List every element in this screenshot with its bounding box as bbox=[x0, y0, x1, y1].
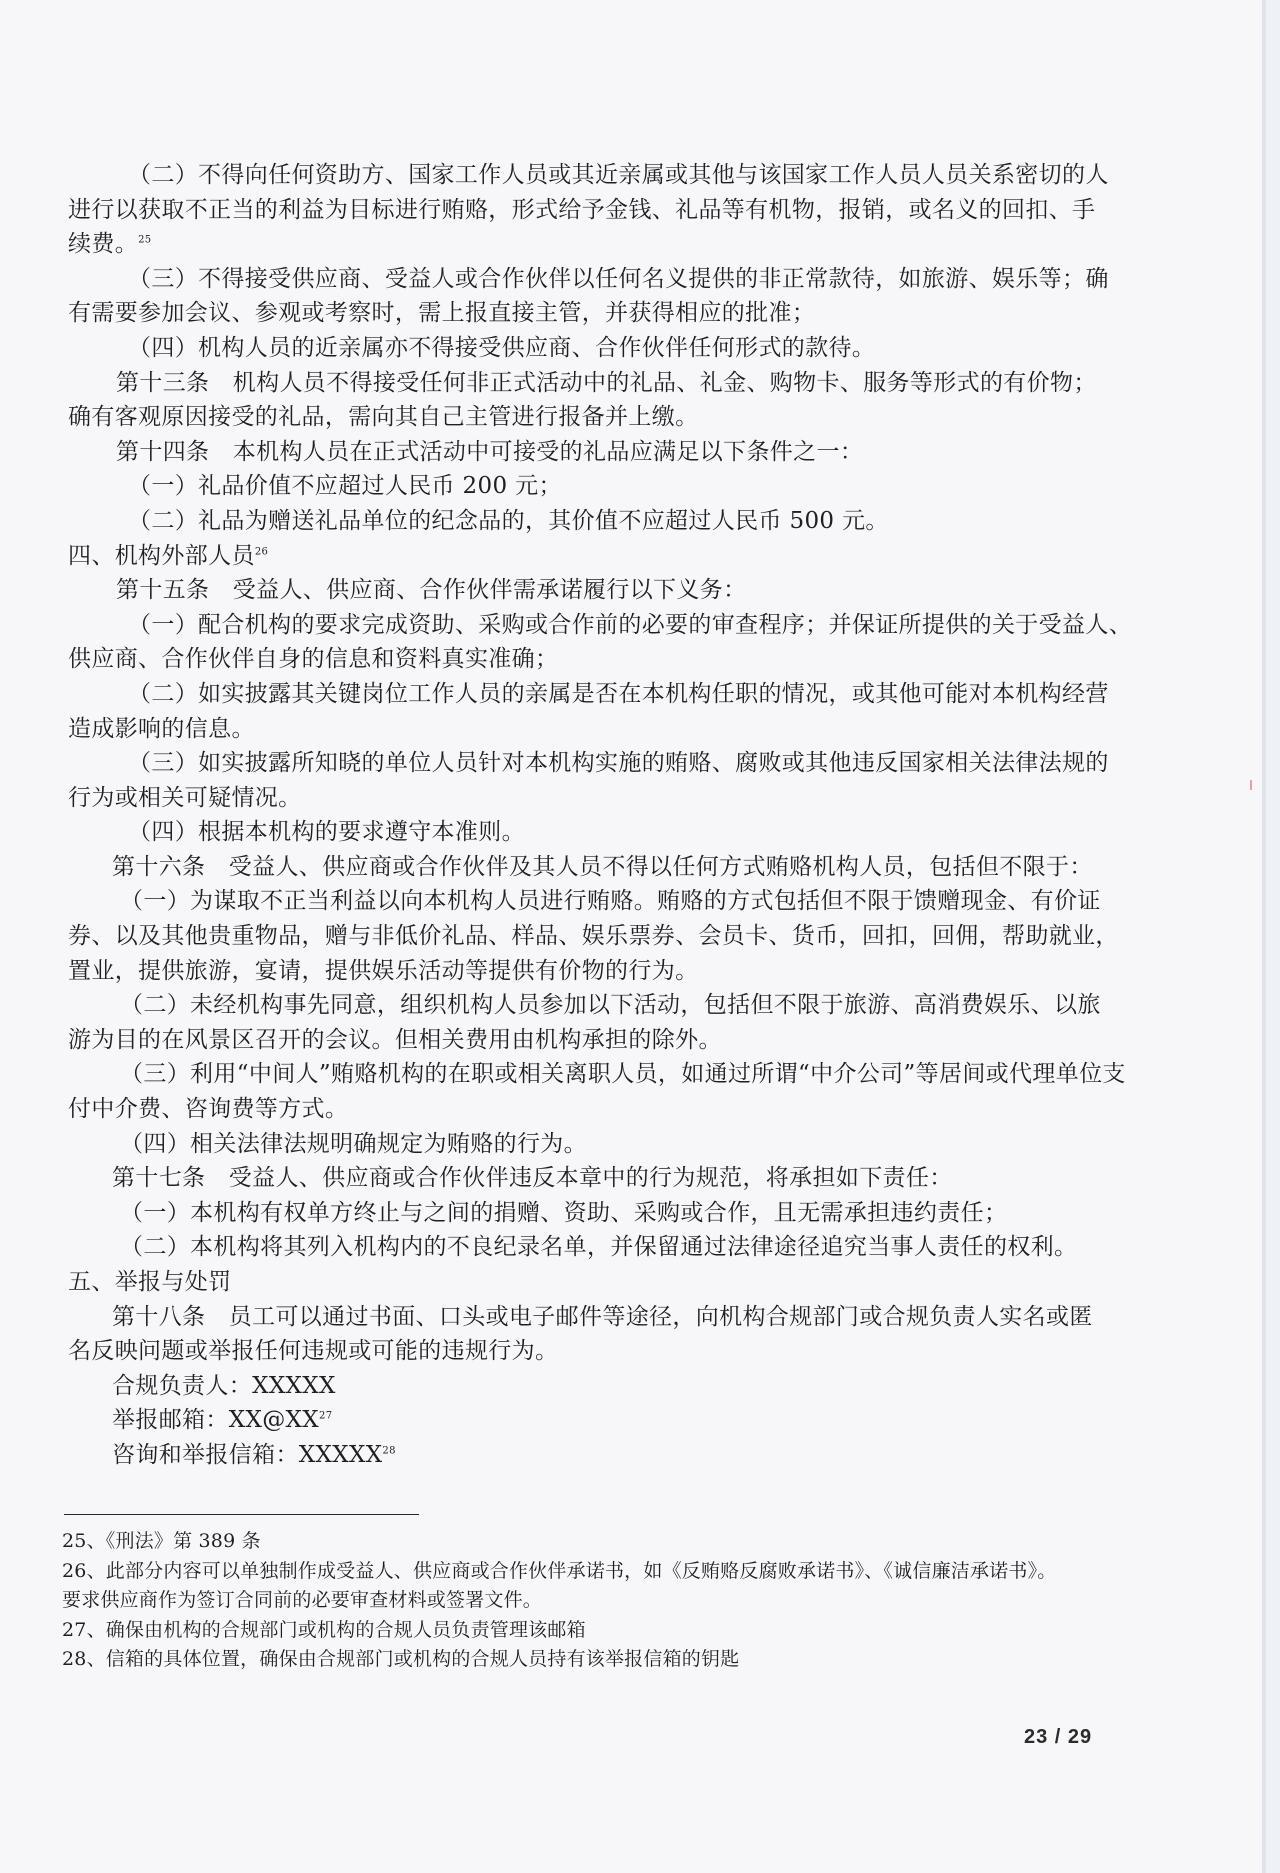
text-line bbox=[68, 1127, 1118, 1162]
text-line bbox=[68, 815, 1118, 850]
text-line-content: （三）不得接受供应商、受益人或合作伙伴以任何名义提供的非正常款待，如旅游、娱乐等；确 bbox=[128, 265, 1109, 292]
footnote-ref: 26 bbox=[254, 545, 269, 557]
text-line-content: （二）如实披露其关键岗位工作人员的亲属是否在本机构任职的情况，或其他可能对本机构经营 bbox=[128, 680, 1109, 707]
text-line bbox=[68, 954, 1118, 989]
text-line bbox=[68, 1230, 1118, 1265]
footnote-ref: 27 bbox=[319, 1410, 333, 1422]
footnote: 26、此部分内容可以单独制作成受益人、供应商或合作伙伴承诺书，如《反贿赂反腐败承诺书》、《诚信廉洁承诺书》。 bbox=[62, 1559, 1057, 1582]
text-line-content: 行为或相关可疑情况。 bbox=[68, 784, 302, 811]
text-line bbox=[68, 919, 1118, 954]
text-line bbox=[68, 400, 1118, 435]
text-line-content: （三）如实披露所知晓的单位人员针对本机构实施的贿赂、腐败或其他违反国家相关法律法规的 bbox=[128, 750, 1109, 777]
text-line-content: （四）根据本机构的要求遵守本准则。 bbox=[128, 819, 525, 846]
text-line-content: 第十三条 机构人员不得接受任何非正式活动中的礼品、礼金、购物卡、服务等形式的有价物； bbox=[116, 369, 1097, 396]
text-line bbox=[68, 1438, 1118, 1473]
text-line-content: 续费。 bbox=[68, 231, 139, 258]
text-line bbox=[68, 193, 1118, 228]
text-line bbox=[68, 296, 1118, 331]
text-line bbox=[68, 642, 1118, 677]
text-line bbox=[68, 1023, 1118, 1058]
text-line-content: （一）本机构有权单方终止与之间的捐赠、资助、采购或合作，且无需承担违约责任； bbox=[120, 1199, 1008, 1226]
text-line bbox=[68, 539, 1118, 574]
text-line bbox=[68, 573, 1118, 608]
text-line bbox=[68, 262, 1118, 297]
footnote-ref: 28 bbox=[382, 1445, 396, 1457]
page-edge-background bbox=[1266, 0, 1280, 1873]
text-line-content: 第十七条 受益人、供应商或合作伙伴违反本章中的行为规范，将承担如下责任： bbox=[112, 1165, 953, 1192]
text-line-content: 游为目的在风景区召开的会议。但相关费用由机构承担的除外。 bbox=[68, 1026, 722, 1053]
body-text bbox=[68, 158, 1133, 1473]
text-line-content: 造成影响的信息。 bbox=[68, 715, 255, 742]
text-line bbox=[68, 712, 1118, 747]
text-line-content: 第十八条 员工可以通过书面、口头或电子邮件等途径，向机构合规部门或合规负责人实名或匿 bbox=[112, 1303, 1093, 1330]
text-line-content: （二）不得向任何资助方、国家工作人员或其近亲属或其他与该国家工作人员人员关系密切的人 bbox=[128, 162, 1109, 188]
text-line-content: 第十四条 本机构人员在正式活动中可接受的礼品应满足以下条件之一： bbox=[116, 438, 864, 465]
text-line bbox=[68, 746, 1118, 781]
text-line bbox=[68, 884, 1118, 919]
text-line-content: 确有客观原因接受的礼品，需向其自己主管进行报备并上缴。 bbox=[68, 404, 699, 431]
text-line-content: （四）相关法律法规明确规定为贿赂的行为。 bbox=[120, 1130, 587, 1157]
text-line-content: 举报邮箱：XX@XX bbox=[112, 1407, 319, 1434]
text-line-content: 四、机构外部人员 bbox=[68, 542, 255, 569]
text-line-content: （二）礼品为赠送礼品单位的纪念品的，其价值不应超过人民币 500 元。 bbox=[128, 507, 889, 534]
text-line-content: （四）机构人员的近亲属亦不得接受供应商、合作伙伴任何形式的款待。 bbox=[128, 334, 876, 361]
footnote: 25、《刑法》第 389 条 bbox=[62, 1530, 261, 1552]
text-line-content: 五、举报与处罚 bbox=[68, 1269, 232, 1295]
text-line bbox=[68, 1057, 1126, 1092]
page-number: 23 / 29 bbox=[1024, 1726, 1093, 1748]
footnotes bbox=[62, 1527, 1122, 1675]
footnote-separator bbox=[64, 1514, 419, 1515]
text-line-content: （一）为谋取不正当利益以向本机构人员进行贿赂。贿赂的方式包括但不限于馈赠现金、有价证 bbox=[120, 888, 1101, 915]
text-line-content: 有需要参加会议、参观或考察时，需上报直接主管，并获得相应的批准； bbox=[68, 300, 816, 327]
text-line bbox=[68, 850, 1118, 885]
text-line bbox=[68, 608, 1133, 643]
text-line-content: 置业，提供旅游，宴请，提供娱乐活动等提供有价物的行为。 bbox=[68, 957, 699, 984]
text-line-content: （二）未经机构事先同意，组织机构人员参加以下活动，包括但不限于旅游、高消费娱乐、以旅 bbox=[120, 992, 1101, 1019]
text-line bbox=[68, 1300, 1118, 1335]
text-line-content: 供应商、合作伙伴自身的信息和资料真实准确； bbox=[68, 646, 559, 673]
footnote: 27、确保由机构的合规部门或机构的合规人员负责管理该邮箱 bbox=[62, 1618, 586, 1641]
text-line-content: 付中介费、咨询费等方式。 bbox=[68, 1096, 349, 1123]
text-line-content: 第十五条 受益人、供应商、合作伙伴需承诺履行以下义务： bbox=[116, 577, 747, 604]
text-line-content: 合规负责人：XXXXX bbox=[112, 1372, 336, 1399]
text-line bbox=[68, 1265, 1118, 1300]
text-line-content: 名反映问题或举报任何违规或可能的违规行为。 bbox=[68, 1338, 559, 1365]
text-line-content: （二）本机构将其列入机构内的不良纪录名单，并保留通过法律途径追究当事人责任的权利。 bbox=[120, 1234, 1078, 1261]
text-line-content: 券、以及其他贵重物品，赠与非低价礼品、样品、娱乐票券、会员卡、货币，回扣，回佣，帮助就业， bbox=[68, 923, 1119, 950]
text-line bbox=[68, 366, 1118, 401]
text-line bbox=[68, 331, 1118, 366]
text-line-content: （三）利用“中间人”贿赂机构的在职或相关离职人员，如通过所谓“中介公司”等居间或代理单位支 bbox=[120, 1061, 1126, 1088]
footnote-ref: 25 bbox=[138, 234, 152, 246]
text-line bbox=[68, 1196, 1118, 1231]
text-line bbox=[68, 988, 1118, 1023]
text-line bbox=[68, 677, 1118, 712]
footnote: 要求供应商作为签订合同前的必要审查材料或签署文件。 bbox=[62, 1589, 543, 1611]
text-line bbox=[68, 158, 1118, 193]
scan-mark bbox=[1250, 780, 1252, 790]
text-line-content: （一）礼品价值不应超过人民币 200 元； bbox=[128, 473, 562, 500]
text-line bbox=[68, 469, 1118, 504]
text-line bbox=[68, 1092, 1118, 1127]
text-line bbox=[68, 435, 1118, 470]
text-line-content: 第十六条 受益人、供应商或合作伙伴及其人员不得以任何方式贿赂机构人员，包括但不限于： bbox=[112, 853, 1093, 880]
text-line bbox=[68, 781, 1118, 816]
text-line bbox=[68, 504, 1118, 539]
text-line bbox=[68, 1369, 1118, 1404]
text-line-content: 咨询和举报信箱：XXXXX bbox=[112, 1441, 383, 1468]
text-line bbox=[68, 1403, 1118, 1438]
text-line-content: 进行以获取不正当的利益为目标进行贿赂，形式给予金钱、礼品等有机物，报销，或名义的回扣、手 bbox=[68, 196, 1096, 223]
text-line-content: （一）配合机构的要求完成资助、采购或合作前的必要的审查程序；并保证所提供的关于受益人、 bbox=[128, 611, 1133, 638]
footnote: 28、信箱的具体位置，确保由合规部门或机构的合规人员持有该举报信箱的钥匙 bbox=[62, 1648, 740, 1670]
text-line bbox=[68, 1334, 1118, 1369]
text-line bbox=[68, 227, 1118, 262]
text-line bbox=[68, 1161, 1118, 1196]
